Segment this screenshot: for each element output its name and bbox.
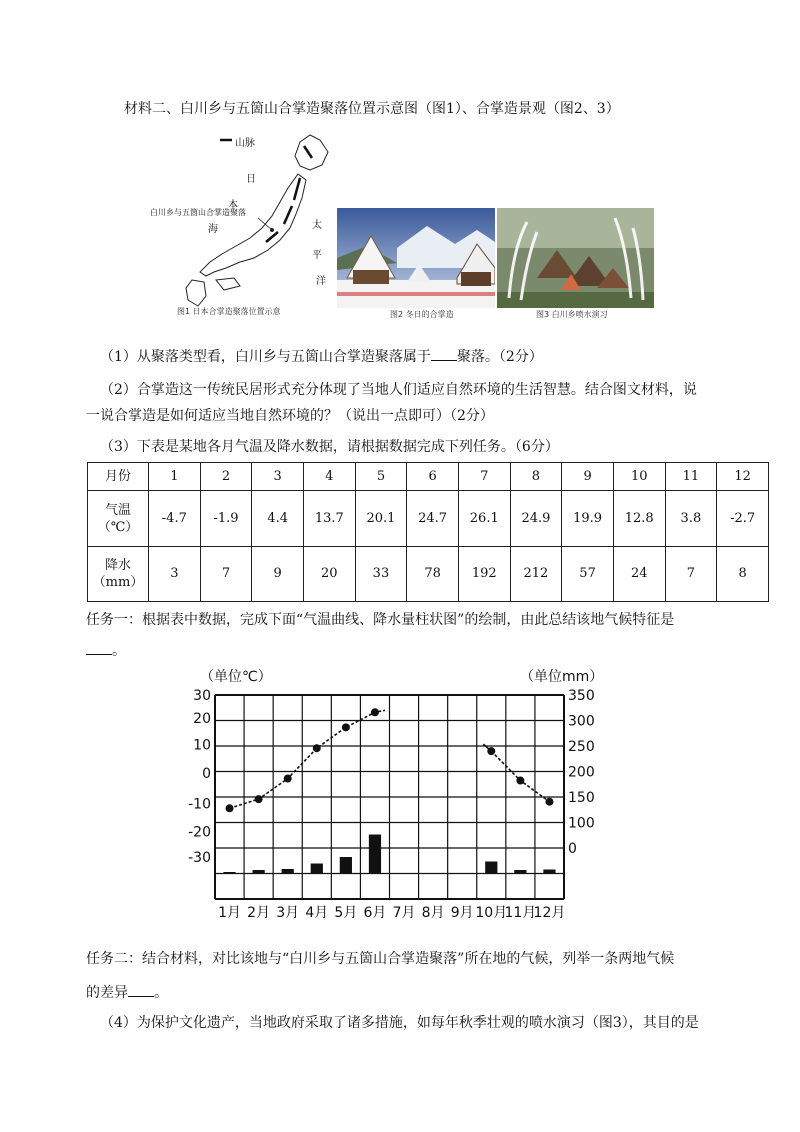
right-tick-label: 250	[568, 739, 595, 755]
month-header: 月份	[88, 463, 149, 491]
precip-cell: 8	[717, 546, 769, 601]
table-row-temperature	[88, 491, 769, 546]
month-label: 5月	[334, 905, 358, 921]
temperature-point	[226, 804, 234, 812]
precip-cell: 78	[407, 546, 459, 601]
temperature-point	[371, 708, 379, 716]
month-label: 8月	[421, 905, 445, 921]
material-title: 材料二、白川乡与五箇山合掌造聚落位置示意图（图1）、合掌造景观（图2、3）	[124, 101, 620, 117]
q1-answer-blank	[431, 348, 457, 361]
precip-cell: 212	[510, 546, 562, 601]
climate-data-table	[87, 462, 769, 602]
month-label: 6月	[363, 905, 387, 921]
water-drill-photo	[497, 208, 654, 308]
precip-cell: 7	[665, 546, 717, 601]
left-tick-label: -20	[188, 824, 211, 841]
temperature-curve-segment	[230, 710, 385, 808]
fig2-caption: 图2 冬日的合掌造	[390, 310, 454, 319]
precip-cell: 24	[613, 546, 665, 601]
temp-cell: 4.4	[252, 491, 304, 546]
right-tick-label: 150	[568, 790, 595, 806]
task1-line2-end: 。	[112, 643, 126, 659]
month-label: 7月	[392, 905, 416, 921]
precipitation-bar	[485, 862, 497, 874]
question-2-line-2: 一说合掌造是如何适应当地自然环境的？（说出一点即可）（2分）	[86, 408, 494, 424]
right-tick-label: 0	[568, 841, 577, 857]
temp-header-line2: （℃）	[97, 519, 139, 535]
temperature-point	[342, 723, 350, 731]
precip-cell: 7	[200, 546, 252, 601]
ocean-label-2: 平	[312, 250, 322, 261]
month-cell: 11	[665, 463, 717, 491]
fig3-caption: 图3 白川乡喷水演习	[536, 310, 608, 319]
month-cell: 4	[303, 463, 355, 491]
map-legend-label: 山脉	[235, 138, 255, 149]
question-4: （4）为保护文化遗产，当地政府采取了诸多措施，如每年秋季壮观的喷水演习（图3），其目的是	[100, 1015, 699, 1031]
month-label: 2月	[247, 905, 271, 921]
task1-answer-blank	[86, 642, 112, 655]
climate-chart	[180, 665, 610, 925]
precipitation-bar	[223, 872, 235, 874]
chart-grid	[215, 695, 564, 899]
sea-label-2: 本	[228, 200, 238, 211]
month-label: 11月	[504, 905, 537, 921]
precip-cell: 9	[252, 546, 304, 601]
question-3: （3）下表是某地各月气温及降水数据，请根据数据完成下列任务。（6分）	[100, 439, 559, 455]
sea-label-3: 海	[208, 224, 218, 235]
precip-cell: 192	[458, 546, 510, 601]
table-row-months	[88, 463, 769, 491]
temperature-point	[545, 798, 553, 806]
precipitation-bar	[311, 864, 323, 874]
month-cell: 3	[252, 463, 304, 491]
sea-label-1: 日	[246, 174, 256, 185]
task2-text-end: 。	[154, 985, 168, 1001]
right-tick-label: 100	[568, 815, 595, 832]
precipitation-bar	[340, 857, 352, 873]
table-row-precipitation	[88, 546, 769, 601]
month-cell: 12	[717, 463, 769, 491]
task-2-line-1: 任务二：结合材料，对比该地与“白川乡与五箇山合掌造聚落”所在地的气候，列举一条两地气候	[86, 951, 675, 967]
month-cell: 8	[510, 463, 562, 491]
right-tick-label: 350	[568, 688, 595, 704]
question-1	[100, 346, 543, 366]
temperature-point	[487, 747, 495, 755]
month-cell: 2	[200, 463, 252, 491]
precipitation-bar	[543, 870, 555, 874]
temperature-point	[255, 795, 263, 803]
right-tick-label: 300	[568, 713, 595, 730]
right-axis-label: （单位mm）	[520, 669, 604, 685]
left-tick-label: -10	[188, 796, 211, 813]
precip-cell: 20	[303, 546, 355, 601]
temperature-point	[313, 744, 321, 752]
precipitation-bar	[282, 869, 294, 873]
left-tick-label: 10	[193, 737, 211, 754]
month-cell: 6	[407, 463, 459, 491]
month-cell: 1	[149, 463, 201, 491]
temperature-curve-segment	[491, 751, 549, 802]
temp-cell: 24.9	[510, 491, 562, 546]
month-cell: 5	[355, 463, 407, 491]
temp-cell: 12.8	[613, 491, 665, 546]
left-tick-label: 20	[193, 710, 211, 727]
winter-gassho-photo	[337, 208, 495, 308]
task-1-line-2	[86, 640, 126, 660]
temp-cell: -1.9	[200, 491, 252, 546]
task2-answer-blank	[128, 984, 154, 997]
ocean-label-3: 洋	[316, 276, 326, 287]
month-cell: 9	[562, 463, 614, 491]
left-tick-label: 0	[202, 765, 211, 782]
temp-cell: 19.9	[562, 491, 614, 546]
month-cell: 10	[613, 463, 665, 491]
temp-cell: 13.7	[303, 491, 355, 546]
temperature-point	[516, 777, 524, 785]
left-tick-label: 30	[193, 688, 211, 704]
precipitation-bar	[369, 835, 381, 874]
month-label: 10月	[475, 905, 508, 921]
temp-cell: 3.8	[665, 491, 717, 546]
precipitation-bar	[253, 870, 265, 873]
right-tick-label: 200	[568, 764, 595, 781]
temp-cell: -2.7	[717, 491, 769, 546]
task-2-line-2	[86, 982, 168, 1002]
month-label: 1月	[218, 905, 242, 921]
month-label: 12月	[533, 905, 566, 921]
q1-text-end: 聚落。（2分）	[456, 349, 543, 365]
left-axis-label: （单位℃）	[200, 669, 272, 685]
temp-cell: 24.7	[407, 491, 459, 546]
left-tick-label: -30	[188, 849, 211, 866]
temperature-point	[284, 775, 292, 783]
question-2-line-1: （2）合掌造这一传统民居形式充分体现了当地人们适应自然环境的生活智慧。结合图文材料，说	[100, 382, 697, 398]
precip-cell: 3	[149, 546, 201, 601]
fig1-caption: 图1 日本合掌造聚落位置示意	[177, 307, 281, 316]
precip-header-line2: （mm）	[92, 574, 144, 590]
temp-cell: 26.1	[458, 491, 510, 546]
precip-cell: 57	[562, 546, 614, 601]
village-label: 白川乡与五箇山合掌造聚落	[150, 208, 246, 217]
month-label: 4月	[305, 905, 329, 921]
temp-cell: -4.7	[149, 491, 201, 546]
precipitation-bar	[514, 870, 526, 873]
month-label: 9月	[450, 905, 474, 921]
precip-cell: 33	[355, 546, 407, 601]
temp-header-line1: 气温	[104, 502, 131, 518]
task-1-line-1: 任务一：根据表中数据，完成下面“气温曲线、降水量柱状图”的绘制，由此总结该地气候特征是	[86, 612, 675, 628]
ocean-label-1: 太	[312, 220, 322, 231]
temp-header	[88, 491, 149, 546]
month-cell: 7	[458, 463, 510, 491]
temp-cell: 20.1	[355, 491, 407, 546]
precip-header	[88, 546, 149, 601]
month-label: 3月	[276, 905, 300, 921]
precip-header-line1: 降水	[104, 557, 131, 573]
q1-text: （1）从聚落类型看，白川乡与五箇山合掌造聚落属于	[100, 349, 431, 365]
task2-text: 的差异	[86, 985, 128, 1001]
